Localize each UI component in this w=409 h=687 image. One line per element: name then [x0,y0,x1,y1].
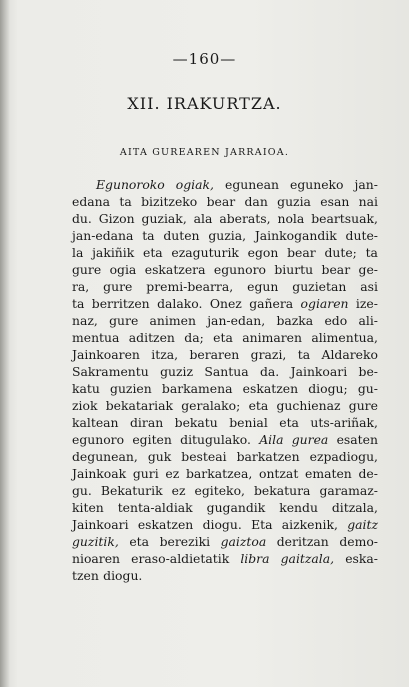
chapter-title: XII. IRAKURTZA. [127,94,282,113]
word: bazka [276,313,314,328]
word: edo [324,313,348,328]
text-line [72,482,378,499]
word: diogu. [202,517,242,532]
text-line [72,227,378,244]
italic-word: ogiaren [300,296,349,311]
word: katu [72,381,100,396]
text-line [72,312,378,329]
word: bear [321,262,351,277]
word: egunoro [213,262,266,277]
word: Jainkoaren [72,347,140,362]
word: ez [171,483,186,498]
word: ta [72,296,85,311]
word: naz, [72,313,98,328]
word: deritzan [276,534,329,549]
text-line [72,210,378,227]
word: duten [163,228,200,243]
word: garamaz- [319,483,378,498]
word: be- [358,364,378,379]
word: animaren [242,330,302,345]
word: Jainkoari [290,364,348,379]
word: uts-ariñak, [310,415,378,430]
word: bizitzeko [141,194,198,209]
word: ala [193,211,213,226]
word: egunean [225,177,279,192]
word: ize- [355,296,378,311]
italic-word: Egunoroko [96,177,165,192]
word: gure [72,262,102,277]
word: diogu. [103,568,143,583]
word: Bekaturik [100,483,163,498]
word: Jainkoak [72,466,127,481]
word: kendu [279,500,318,515]
word: de- [358,466,378,481]
text-line [72,363,378,380]
word: itza, [151,347,179,362]
word: eta [213,330,233,345]
word: mentua [72,330,120,345]
word: eta [279,415,299,430]
word: Jainkogandik [254,228,337,243]
word: ta [297,347,311,362]
word: dute; [324,245,357,260]
italic-word: Aila [259,432,284,447]
word: ta [119,194,132,209]
word: nola [277,211,305,226]
word: dalako. [157,296,203,311]
text-line [72,193,378,210]
word: ogia [109,262,137,277]
word: Sakramentu [72,364,149,379]
text-line [72,567,378,584]
word: da. [259,364,280,379]
word: beraren [189,347,240,362]
text-line [72,244,378,261]
word: Gizon [98,211,135,226]
word: ali- [358,313,378,328]
word: guzien [110,381,152,396]
word: Eta [251,517,273,532]
word: tzen [72,568,99,583]
word: guzietan [292,279,347,294]
word: gu. [72,483,92,498]
word: egunoro [72,432,125,447]
word: guzia [277,194,311,209]
word: bereziki [159,534,211,549]
text-line [72,295,378,312]
word: Jainkoari [72,517,129,532]
word: dan [244,194,268,209]
word: biurtu [274,262,314,277]
word: gu- [357,381,378,396]
text-line [72,499,378,516]
text-line [72,278,378,295]
word: jan-edana [72,228,134,243]
word: eta [248,398,269,413]
word: egon [247,245,279,260]
word: guchienaz [276,398,341,413]
word: grazi, [250,347,287,362]
word: eraso-aldietatik [131,551,230,566]
word: jan- [354,177,378,192]
word: berritzen [91,296,150,311]
word: jan-edan, [207,313,266,328]
word: ta [142,228,155,243]
word: beartsuak, [311,211,378,226]
word: esaten [336,432,378,447]
word: gure [109,313,139,328]
word: ez [165,466,180,481]
text-line [72,346,378,363]
word: egiteko, [194,483,245,498]
word: Aldareko [321,347,378,362]
word: ditugulako. [180,432,251,447]
italic-word: gaitzala, [280,551,335,566]
text-line [72,380,378,397]
word: egiten [132,432,172,447]
text-line [72,176,378,193]
word: da; [184,330,204,345]
word: jakiñik [92,245,135,260]
word: diran [130,415,164,430]
word: bekatu [174,415,218,430]
word: animen [149,313,196,328]
word: la [72,245,84,260]
word: ra, [72,279,90,294]
word: alimentua, [311,330,378,345]
page-number: —160— [172,50,237,68]
word: kaltean [72,415,119,430]
word: ziok [72,398,98,413]
word: nai [358,194,378,209]
word: diogu; [308,381,348,396]
italic-word: gurea [291,432,329,447]
word: degunean, [72,449,138,464]
word: asi [360,279,378,294]
italic-word: gaiztoa [220,534,267,549]
text-line [72,533,378,550]
word: eta [142,245,163,260]
word: gañera [249,296,294,311]
word: guziz [160,364,194,379]
word: Santua [204,364,249,379]
word: egun [247,279,279,294]
word: gure [348,398,378,413]
word: geralako; [181,398,241,413]
word: Onez [209,296,242,311]
body-paragraph [72,176,378,584]
text-line [72,397,378,414]
word: edana [72,194,111,209]
section-title: AITA GUREAREN JARRAIOA. [119,147,290,158]
word: eskatzera [144,262,206,277]
text-line [72,261,378,278]
word: besteai [181,449,227,464]
word: eta [129,534,150,549]
word: ditzala, [331,500,378,515]
word: aizkenik, [281,517,338,532]
text-line [72,329,378,346]
word: bekatariak [105,398,174,413]
word: ematen [305,466,352,481]
word: premi-bearra, [146,279,234,294]
word: ezaguturik [171,245,239,260]
word: esan [320,194,350,209]
word: guzia, [208,228,247,243]
word: guk [147,449,172,464]
text-line [72,448,378,465]
word: ta [365,245,378,260]
italic-word: guzitik, [72,534,119,549]
word: barkamena [161,381,233,396]
word: du. [72,211,92,226]
text-line [72,414,378,431]
word: dute- [345,228,378,243]
word: barkatzea, [185,466,253,481]
italic-word: gaitz [347,517,378,532]
text-line [72,431,378,448]
word: ge- [358,262,378,277]
word: bear [206,194,236,209]
word: bear [287,245,316,260]
text-line [72,550,378,567]
word: kiten [72,500,104,515]
word: eskatzen [137,517,194,532]
italic-word: ogiak, [175,177,214,192]
word: guri [132,466,159,481]
italic-word: libra [240,551,270,566]
word: eguneko [289,177,344,192]
word: eska- [345,551,378,566]
text-line [72,516,378,533]
word: aditzen [128,330,175,345]
word: gure [103,279,133,294]
word: gugandik [206,500,266,515]
word: ontzat [258,466,299,481]
word: barkatzen [236,449,300,464]
word: eskatzen [242,381,299,396]
word: ezpadiogu, [309,449,378,464]
word: bekatura [254,483,311,498]
word: demo- [339,534,378,549]
word: nioaren [72,551,121,566]
word: aberats, [219,211,271,226]
word: tenta-aldiak [117,500,193,515]
word: benial [229,415,268,430]
word: guziak, [141,211,187,226]
text-line [72,465,378,482]
